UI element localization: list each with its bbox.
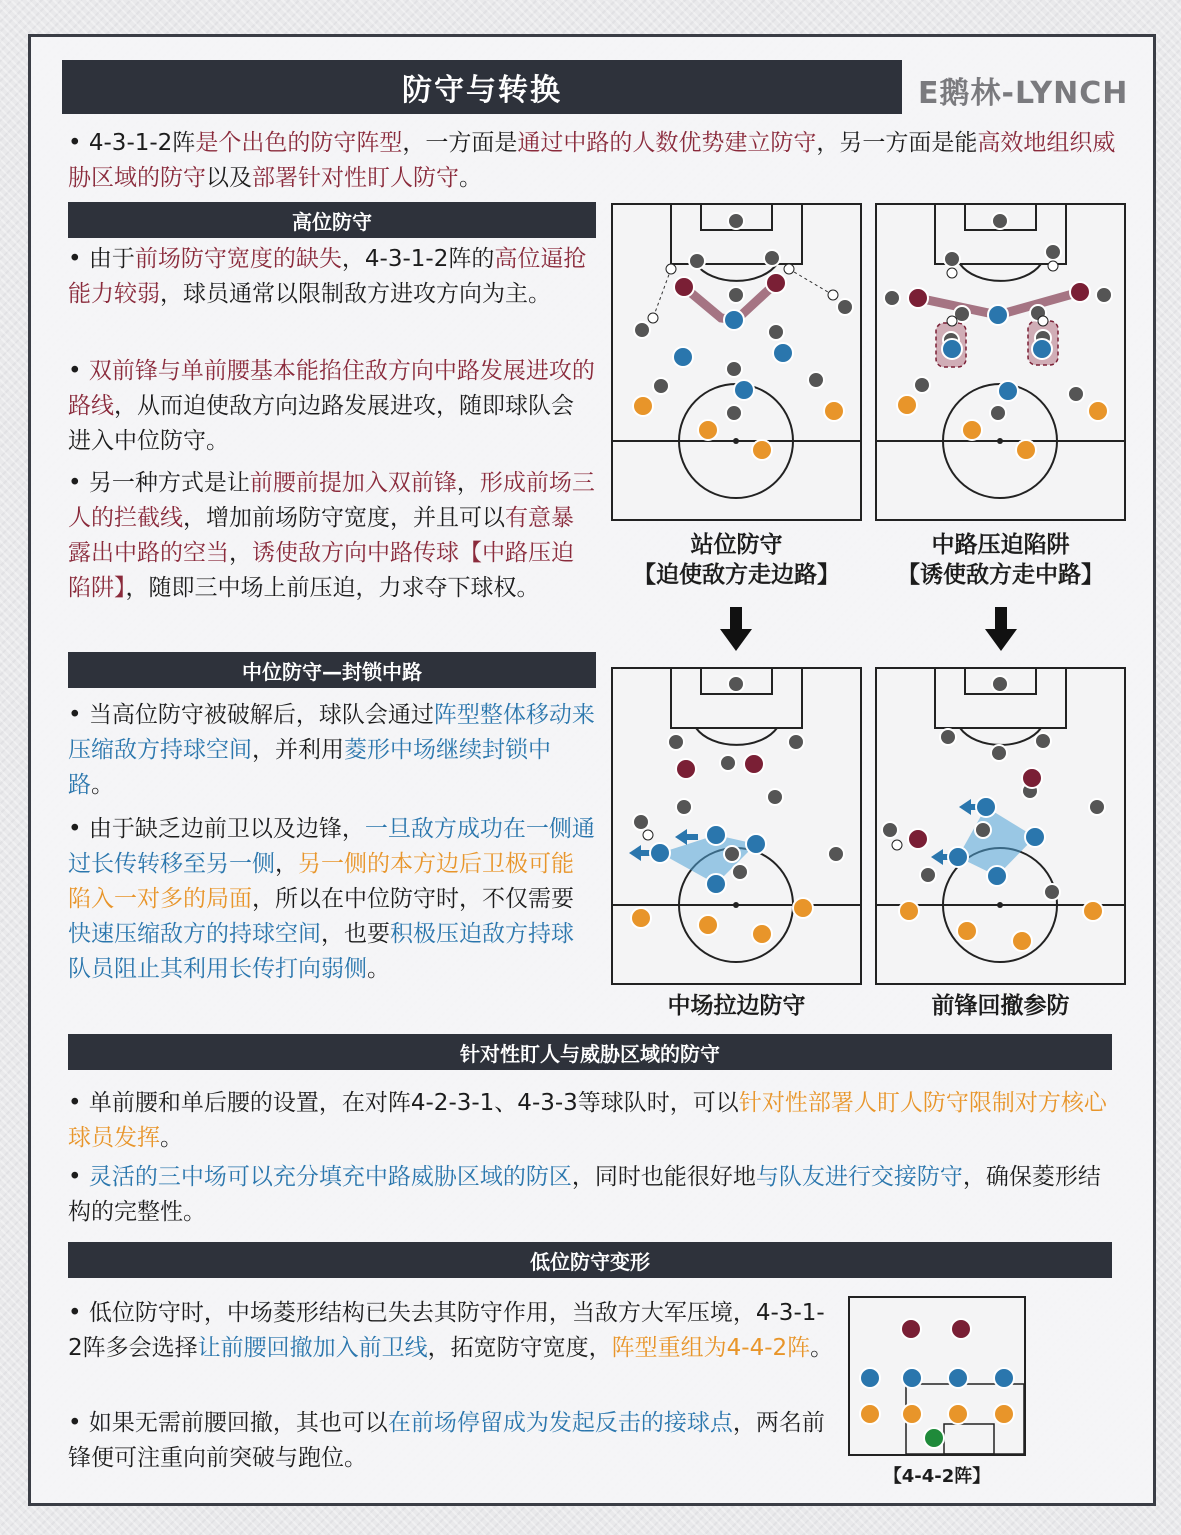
text-segment: ，所以在中位防守时，不仅需要 (252, 886, 574, 912)
diagram-forward-drop-back-caption: 前锋回撤参防 (931, 993, 1070, 1019)
high-press-point-3 (68, 466, 596, 606)
mid-block-point-2 (68, 812, 596, 987)
text-segment: • 低位防守时，中场菱形结构已失去其防守作用，当敌方大军压境，4-3-1-2阵多会选择 (68, 1300, 825, 1361)
text-segment: • 当高位防守被破解后，球队会通过 (68, 702, 434, 728)
striker-player (766, 273, 786, 293)
text-segment: • 另一种方式是让 (68, 470, 250, 496)
text-segment: 高位逼抢能力较弱 (68, 246, 587, 307)
defender-player (698, 420, 718, 440)
text-segment: 菱形中场继续封锁中路 (68, 737, 551, 798)
text-segment: 有意暴露出中路的空当 (68, 505, 574, 566)
text-segment: ，增加前场防守宽度，并且可以 (183, 505, 505, 531)
text-segment: 让前腰回撤加入前卫线 (197, 1335, 428, 1361)
text-segment: 另一侧的本方边后卫极可能陷入一对多的局面 (68, 851, 574, 912)
text-segment: ，也要 (321, 921, 390, 947)
text-segment: 针对性部署人盯人防守限制对方核心球员发挥 (68, 1090, 1107, 1151)
text-segment: ，球员通常以限制敌方进攻方向为主。 (160, 281, 551, 307)
opponent-player (728, 213, 744, 229)
diagram-standing-defense (611, 203, 862, 521)
text-segment: ，两名前锋便可注重向前突破与跑位。 (68, 1410, 825, 1471)
text-segment: 阵型重组为4-4-2阵 (611, 1335, 811, 1361)
down-arrow-icon (985, 607, 1017, 651)
opponent-player (689, 253, 705, 269)
opponent-player (653, 378, 669, 394)
text-segment: 一旦敌方成功在一侧通过长传转移至另一侧 (68, 816, 595, 877)
diagram-standing-defense-caption (611, 530, 862, 590)
opponent-player (726, 361, 742, 377)
brand-watermark: E鹅林-LYNCH (918, 76, 1129, 111)
text-segment: 通过中路的人数优势建立防守 (517, 130, 817, 156)
text-segment: 。 (160, 1125, 183, 1151)
diagram-central-press-trap-caption (875, 530, 1126, 590)
caption-line: 【迫使敌方走边路】 (633, 562, 840, 588)
defender-player (824, 401, 844, 421)
diagram-forward-drop-back (875, 667, 1126, 985)
diagram-midfield-wide-defense-caption: 中场拉边防守 (667, 993, 806, 1019)
text-segment: ，同时也能很好地 (571, 1164, 756, 1190)
section-heading-low-block: 低位防守变形 (68, 1242, 1112, 1278)
section-heading-marking: 针对性盯人与威胁区域的防守 (68, 1034, 1112, 1070)
low-block-point-2 (68, 1406, 838, 1476)
opponent-player (837, 299, 853, 315)
text-segment: 形成前场三人的拦截线 (68, 470, 595, 531)
text-segment: 。 (367, 956, 390, 982)
diagram-442-formation-caption: 【4-4-2阵】 (883, 1466, 991, 1487)
mid-block-point-1 (68, 698, 596, 803)
text-segment: • 由于 (68, 246, 135, 272)
text-segment: 积极压迫敌方持球队员阻止其利用长传打向弱侧 (68, 921, 574, 982)
text-segment: 阵型整体移动来压缩敌方持球空间 (68, 702, 595, 763)
text-segment: 。 (91, 772, 114, 798)
text-segment: 与队友进行交接防守 (755, 1164, 963, 1190)
caption-line: 中路压迫陷阱 (931, 532, 1070, 558)
opponent-player (728, 287, 744, 303)
section-heading-mid-block: 中位防守—封锁中路 (68, 652, 596, 688)
low-block-point-1 (68, 1296, 838, 1366)
text-segment: 前腰前提加入双前锋 (249, 470, 457, 496)
defender-player (633, 396, 653, 416)
text-segment: • 4-3-1-2阵 (68, 130, 196, 156)
text-segment: ，随即三中场上前压迫，力求夺下球权。 (125, 575, 540, 601)
text-segment: 。 (459, 165, 482, 191)
text-segment: ，4-3-1-2阵的 (341, 246, 495, 272)
high-press-point-1 (68, 242, 596, 312)
page-title: 防守与转换 (62, 60, 902, 114)
text-segment: 灵活的三中场可以充分填充中路威胁区域的防区 (88, 1164, 572, 1190)
text-segment: ， (229, 540, 252, 566)
intro-paragraph (68, 126, 1118, 196)
text-segment: 部署针对性盯人防守 (252, 165, 459, 191)
high-press-point-2 (68, 354, 596, 459)
opponent-player (764, 250, 780, 266)
diagram-midfield-wide-defense (611, 667, 862, 985)
marking-point-1 (68, 1086, 1112, 1156)
opponent-player (768, 324, 784, 340)
text-segment: ，一方面是 (402, 130, 518, 156)
section-heading-high-press: 高位防守 (68, 202, 596, 238)
marking-point-2 (68, 1160, 1112, 1230)
text-segment: • (68, 358, 89, 384)
text-segment: 以及 (206, 165, 252, 191)
text-segment: • (68, 1164, 89, 1190)
opponent-player (726, 405, 742, 421)
caption-line: 【诱使敌方走中路】 (897, 562, 1104, 588)
striker-player (674, 277, 694, 297)
text-segment: ， (275, 851, 298, 877)
text-segment: ，从而迫使敌方向边路发展进攻，随即球队会进入中位防守。 (68, 393, 574, 454)
text-segment: 高效地组织威胁区域的防守 (68, 130, 1116, 191)
text-segment: • 由于缺乏边前卫以及边锋， (68, 816, 365, 842)
midfield-player (724, 310, 744, 330)
text-segment: ，另一方面是能 (816, 130, 978, 156)
text-segment: ，并利用 (252, 737, 344, 763)
text-segment: 快速压缩敌方的持球空间 (68, 921, 321, 947)
diagram-central-press-trap (875, 203, 1126, 521)
text-segment: 诱使敌方向中路传球【中路压迫陷阱】 (68, 540, 574, 601)
text-segment: 在前场停留成为发起反击的接球点 (387, 1410, 733, 1436)
defender-player (752, 440, 772, 460)
text-segment: • 单前腰和单后腰的设置，在对阵4-2-3-1、4-3-3等球队时，可以 (68, 1090, 739, 1116)
text-segment: ， (456, 470, 480, 496)
down-arrow-icon (720, 607, 752, 651)
midfield-player (773, 343, 793, 363)
text-segment: 前场防守宽度的缺失 (134, 246, 342, 272)
opponent-player (634, 322, 650, 338)
diagram-442-formation (848, 1296, 1026, 1456)
opponent-player (808, 372, 824, 388)
caption-line: 站位防守 (690, 532, 783, 558)
text-segment: • 如果无需前腰回撤，其也可以 (68, 1410, 388, 1436)
midfield-player (673, 347, 693, 367)
text-segment: 。 (810, 1335, 834, 1361)
text-segment: ，确保菱形结构的完整性。 (68, 1164, 1101, 1225)
midfield-player (734, 380, 754, 400)
text-segment: 是个出色的防守阵型 (195, 130, 403, 156)
text-segment: 双前锋与单前腰基本能掐住敌方向中路发展进攻的路线 (68, 358, 595, 419)
text-segment: ，拓宽防守宽度， (427, 1335, 612, 1361)
